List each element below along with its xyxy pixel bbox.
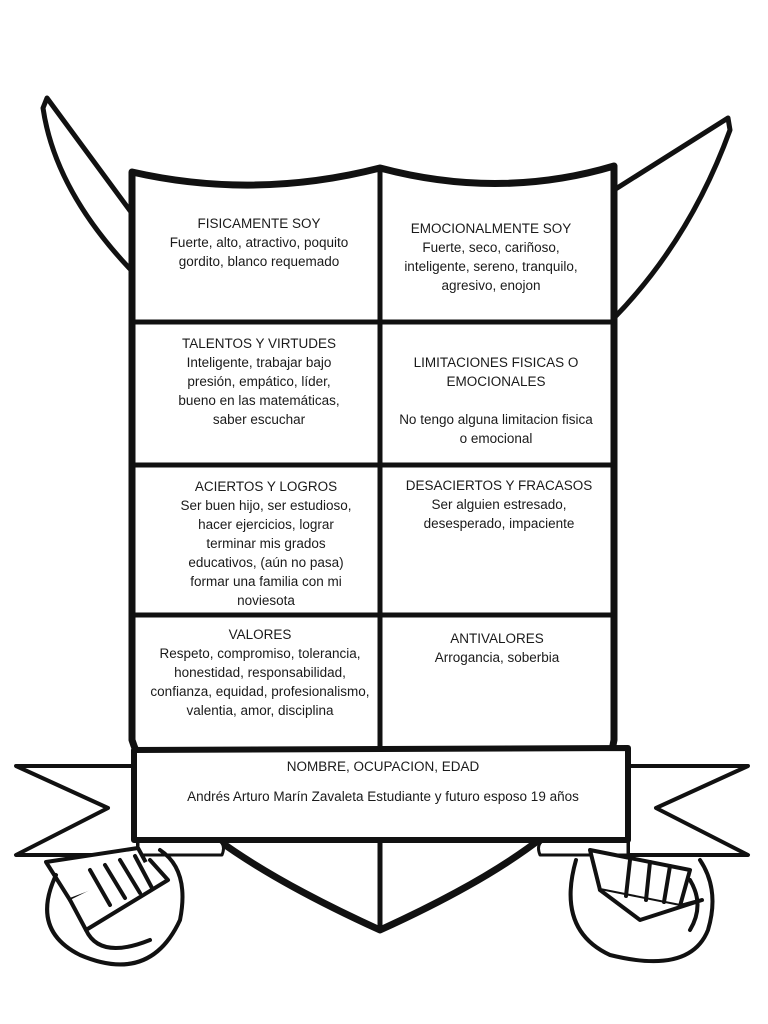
ribbon-right-tail xyxy=(628,766,748,855)
cell-text: Arrogancia, soberbia xyxy=(434,650,560,665)
cell-valores xyxy=(138,625,382,720)
cell-antivalores xyxy=(388,629,606,667)
cell-heading: EMOCIONALMENTE SOY xyxy=(410,221,572,236)
cell-limitaciones xyxy=(386,334,606,467)
cell-heading: ACIERTOS Y LOGROS xyxy=(194,479,338,494)
cell-heading: FISICAMENTE SOY xyxy=(197,216,321,231)
ribbon-left-tail xyxy=(16,766,138,855)
cell-text: Fuerte, seco, cariñoso, inteligente, sereno, tranquilo, agresivo, enojon xyxy=(404,240,578,293)
cell-text: Inteligente, trabajar bajo presión, empático, líder, bueno en las matemáticas, saber escuchar xyxy=(178,355,340,427)
cell-emocionalmente xyxy=(388,219,594,295)
cell-text: Fuerte, alto, atractivo, poquito gordito, blanco requemado xyxy=(169,235,349,269)
cell-heading: LIMITACIONES FISICAS O EMOCIONALES xyxy=(413,355,579,389)
banner-heading: NOMBRE, OCUPACION, EDAD xyxy=(286,759,480,774)
cell-aciertos xyxy=(146,477,386,610)
cell-heading: ANTIVALORES xyxy=(450,631,544,646)
cell-desaciertos xyxy=(388,476,610,533)
cell-heading: VALORES xyxy=(228,627,292,642)
banner-text: Andrés Arturo Marín Zavaleta Estudiante y futuro esposo 19 años xyxy=(187,789,579,804)
sword-left-icon xyxy=(43,98,131,270)
sword-hilt-right-icon xyxy=(571,850,713,961)
cell-text: Ser buen hijo, ser estudioso, hacer ejercicios, lograr terminar mis grados educativos, (aún no pasa) formar una familia con mi noviesota xyxy=(180,498,352,608)
cell-text: Respeto, compromiso, tolerancia, honestidad, responsabilidad, confianza, equidad, profesionalismo, valentia, amor, disciplina xyxy=(150,646,370,718)
cell-fisicamente xyxy=(146,214,372,271)
sword-hilt-left-icon xyxy=(46,848,183,964)
cell-text: Ser alguien estresado, desesperado, impaciente xyxy=(423,497,575,531)
cell-heading: TALENTOS Y VIRTUDES xyxy=(181,336,337,351)
cell-heading: DESACIERTOS Y FRACASOS xyxy=(405,478,593,493)
sword-right-icon xyxy=(614,118,730,318)
cell-text: No tengo alguna limitacion fisica o emocional xyxy=(399,412,593,446)
cell-talentos xyxy=(146,334,372,429)
